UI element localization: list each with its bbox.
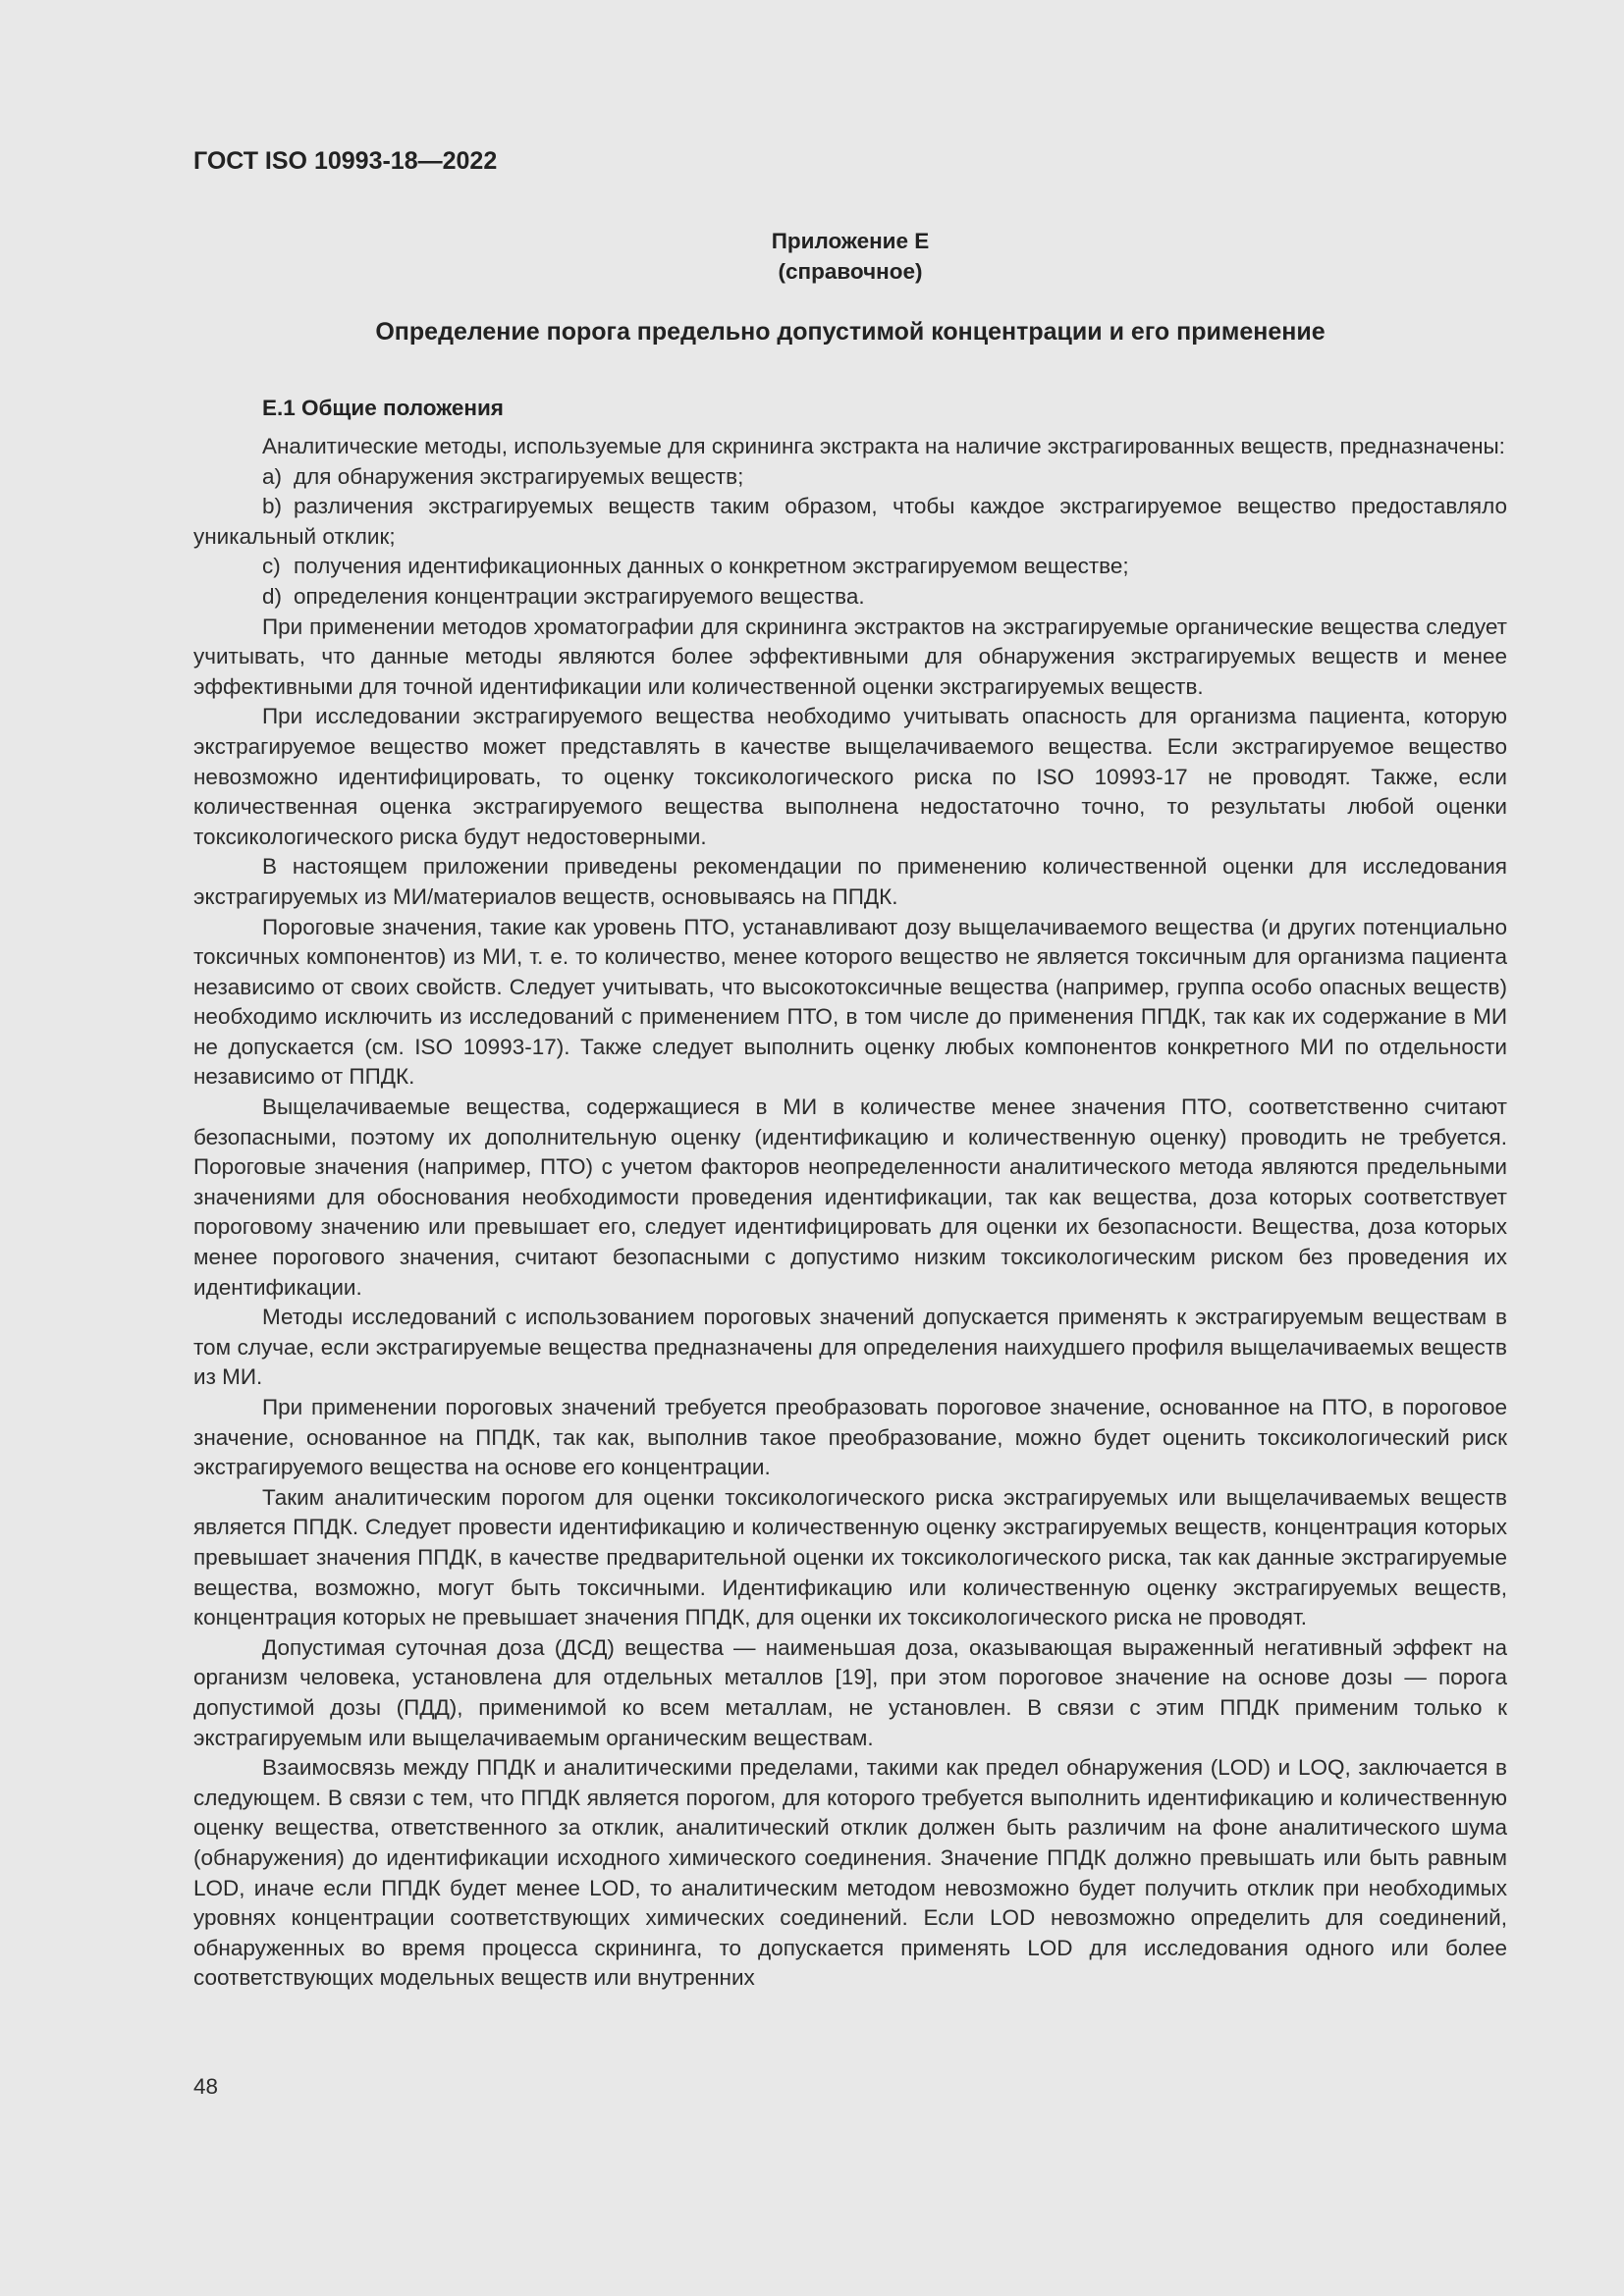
paragraph: Выщелачиваемые вещества, содержащиеся в МИ в количестве менее значения ПТО, соответственно считают безопасными, поэтому их дополнительную оценку (идентификацию и количественную оценку) проводить не требуется. Пороговые значения (например, ПТО) с учетом факторов неопределенности аналитического метода являются предельными значениями для обоснования необходимости проведения идентификации, так как вещества, доза которых соответствует пороговому значению или превышает его, следует идентифицировать для оценки их безопасности. Вещества, доза которых менее порогового значения, считают безопасными с допустимо низким токсикологическим риском без проведения их идентификации. [193, 1095, 1507, 1300]
list-item [193, 582, 1507, 613]
section-heading: Е.1 Общие положения [262, 396, 504, 420]
paragraph: В настоящем приложении приведены рекомендации по применению количественной оценки для исследования экстрагируемых из МИ/материалов веществ, основываясь на ППДК. [193, 854, 1507, 909]
paragraph: При применении пороговых значений требуется преобразовать пороговое значение, основанное на ПТО, в пороговое значение, основанное на ППДК, так как, выполнив такое преобразование, можно будет оценить токсикологический риск экстрагируемого вещества на основе его концентрации. [193, 1395, 1507, 1480]
section-body [193, 432, 1507, 1994]
paragraph: Таким аналитическим порогом для оценки токсикологического риска экстрагируемых или выщелачиваемых веществ является ППДК. Следует провести идентификацию и количественную оценку экстрагируемых веществ, концентрация которых превышает значения ППДК, в качестве предварительной оценки их токсикологического риска, так как данные экстрагируемые вещества, возможно, могут быть токсичными. Идентификацию или количественную оценку экстрагируемых веществ, концентрация которых не превышает значения ППДК, для оценки их токсикологического риска не проводят. [193, 1484, 1507, 1630]
paragraph: При применении методов хроматографии для скрининга экстрактов на экстрагируемые органические вещества следует учитывать, что данные методы являются более эффективными для обнаружения экстрагируемых веществ и менее эффективными для точной идентификации или количественной оценки экстрагируемых веществ. [193, 614, 1507, 699]
list-item-key: b) [262, 494, 283, 519]
page-number: 48 [193, 2074, 219, 2099]
list-item-key: c) [262, 554, 281, 579]
appendix-heading [193, 226, 1507, 287]
list-item-key: a) [262, 463, 283, 489]
appendix-label: Приложение Е [771, 229, 930, 253]
intro-paragraph: Аналитические методы, используемые для скрининга экстракта на наличие экстрагированных веществ, предназначены: [262, 434, 1505, 458]
paragraph: Допустимая суточная доза (ДСД) вещества — наименьшая доза, оказывающая выраженный негативный эффект на организм человека, установлена для отдельных металлов [19], при этом пороговое значение на основе дозы — порога допустимой дозы (ПДД), применимой ко всем металлам, не установлен. В связи с этим ППДК применим только к экстрагируемым или выщелачиваемым органическим веществам. [193, 1634, 1507, 1750]
paragraph: Взаимосвязь между ППДК и аналитическими пределами, такими как предел обнаружения (LOD) и LOQ, заключается в следующем. В связи с тем, что ППДК является порогом, для которого требуется выполнить идентификацию и количественную оценку вещества, ответственного за отклик, аналитический отклик должен быть различим на фоне аналитического шума (обнаружения) до идентификации исходного химического соединения. Значение ППДК должно превышать или быть равным LOD, иначе если ППДК будет менее LOD, то аналитическим методом невозможно будет получить отклик при необходимых уровнях концентрации соответствующих химических соединений. Если LOD невозможно определить для соединений, обнаруженных во время процесса скрининга, то допускается применять LOD для исследования одного или более соответствующих модельных веществ или внутренних [193, 1755, 1507, 1991]
paragraph: Пороговые значения, такие как уровень ПТО, устанавливают дозу выщелачиваемого вещества (и других потенциально токсичных компонентов) из МИ, т. е. то количество, менее которого вещество не является токсичным для организма пациента независимо от своих свойств. Следует учитывать, что высокотоксичные вещества (например, группа особо опасных веществ) необходимо исключить из исследований с применением ПТО, в том числе до применения ППДК, так как их содержание в МИ не допускается (см. ISO 10993-17). Также следует выполнить оценку любых компонентов конкретного МИ по отдельности независимо от ППДК. [193, 914, 1507, 1090]
paragraph: Методы исследований с использованием пороговых значений допускается применять к экстрагируемым веществам в том случае, если экстрагируемые вещества предназначены для определения наихудшего профиля выщелачиваемых веществ из МИ. [193, 1305, 1507, 1390]
list-item [193, 492, 1507, 552]
list-item-text: различения экстрагируемых веществ таким образом, чтобы каждое экстрагируемое вещество предоставляло уникальный отклик; [193, 494, 1507, 549]
appendix-title: Определение порога предельно допустимой концентрации и его применение [375, 318, 1326, 346]
list-item [193, 552, 1507, 582]
appendix-type: (справочное) [778, 259, 923, 284]
list-item-text: определения концентрации экстрагируемого вещества. [294, 583, 865, 609]
document-code: ГОСТ ISO 10993-18—2022 [193, 147, 498, 175]
list-item-text: получения идентификационных данных о конкретном экстрагируемом веществе; [294, 554, 1129, 579]
list-item-text: для обнаружения экстрагируемых веществ; [294, 463, 744, 489]
paragraph: При исследовании экстрагируемого вещества необходимо учитывать опасность для организма пациента, которую экстрагируемое вещество может представлять в качестве выщелачиваемого вещества. Если экстрагируемое вещество невозможно идентифицировать, то оценку токсикологического риска по ISO 10993-17 не проводят. Также, если количественная оценка экстрагируемого вещества выполнена недостаточно точно, то результаты любой оценки токсикологического риска будут недостоверными. [193, 704, 1507, 849]
list-item-key: d) [262, 583, 283, 609]
list-item [193, 462, 1507, 493]
